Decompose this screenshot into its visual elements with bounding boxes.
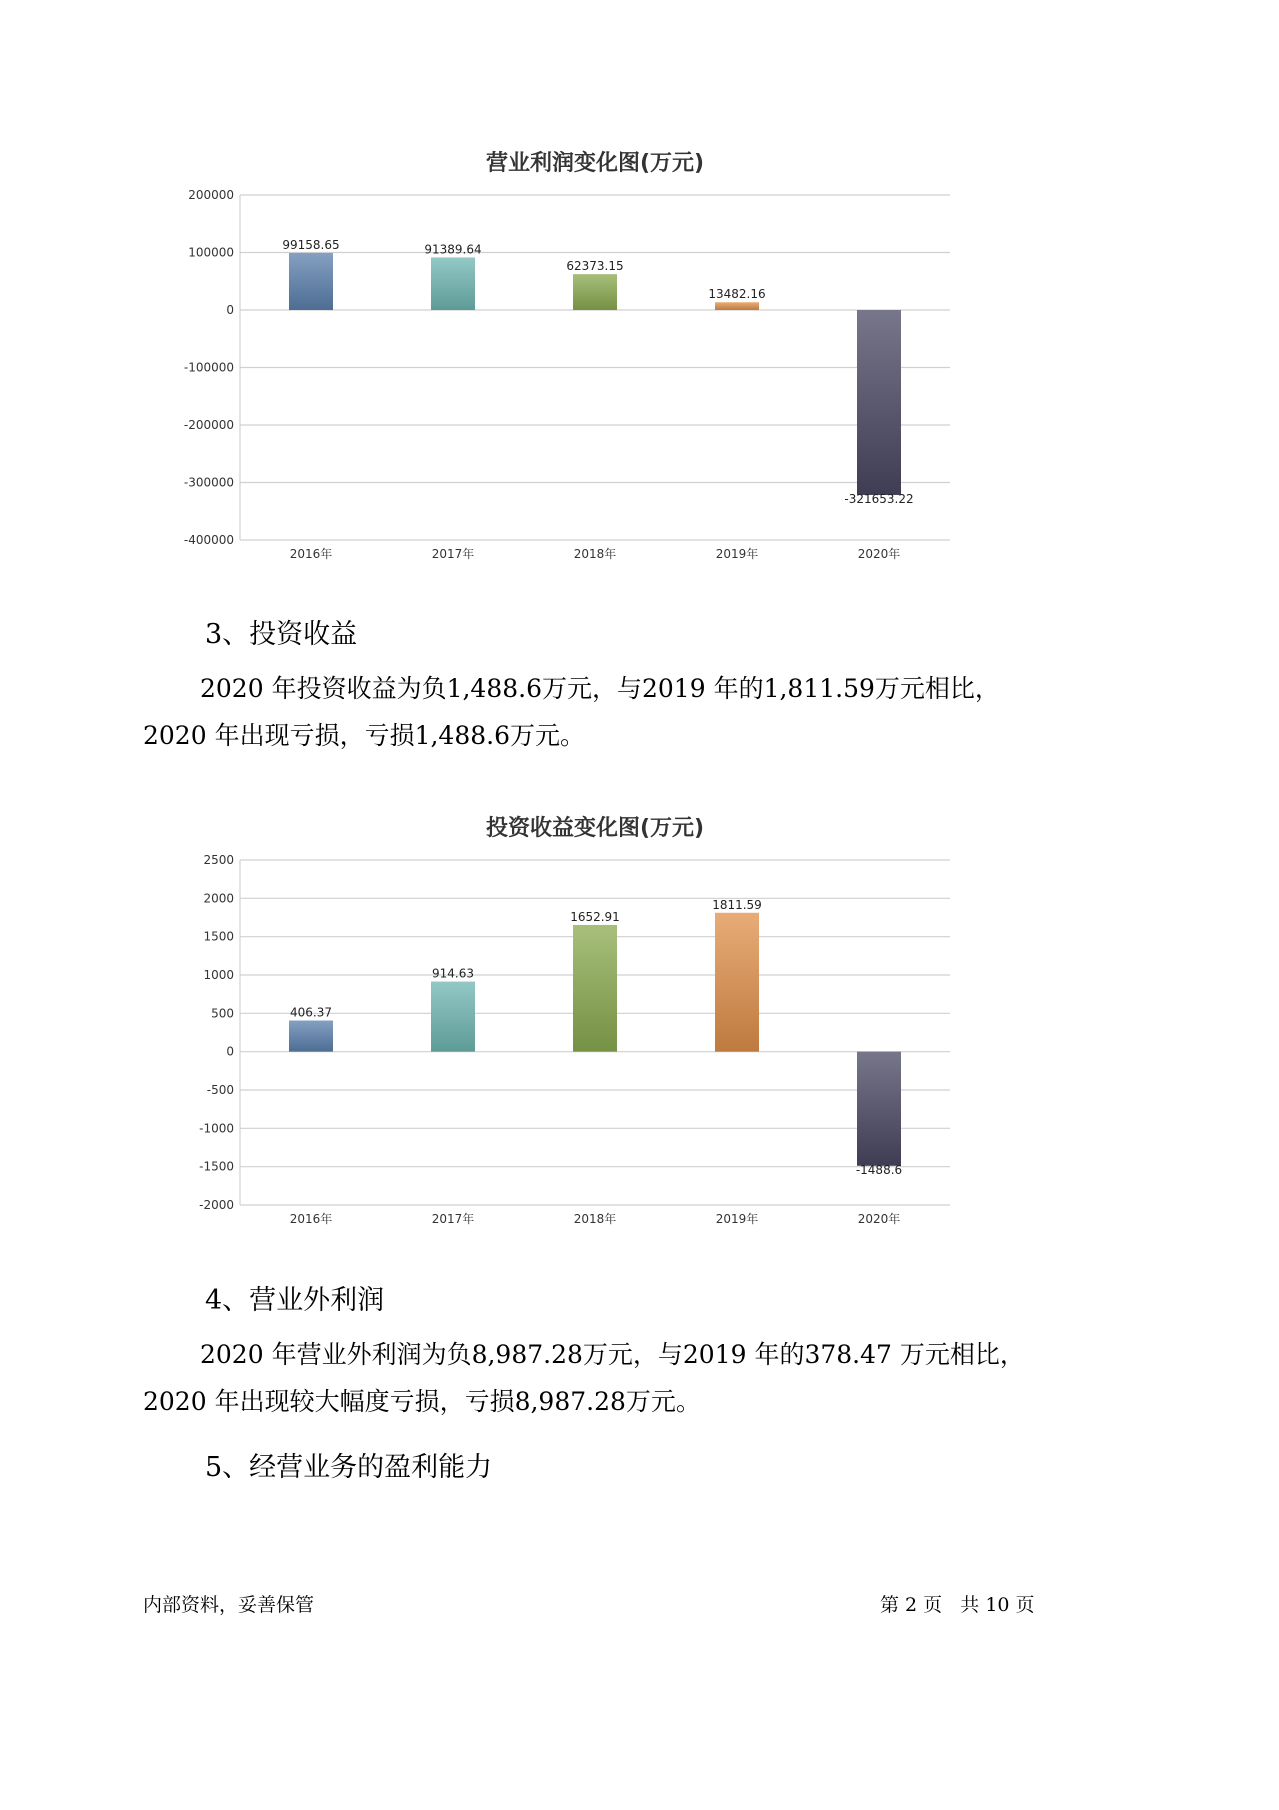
bar [289, 1021, 333, 1052]
data-label: 1652.91 [570, 909, 620, 924]
x-tick-label: 2019年 [715, 1212, 759, 1226]
chart-title: 投资收益变化图(万元) [485, 816, 705, 841]
bar [431, 257, 475, 310]
y-tick-label: 2000 [203, 891, 234, 906]
bar [431, 982, 475, 1052]
x-tick-label: 2019年 [715, 547, 759, 561]
bar [857, 310, 901, 495]
y-tick-label: -400000 [183, 533, 234, 547]
x-tick-label: 2018年 [573, 547, 617, 561]
y-tick-label: -100000 [183, 360, 234, 375]
section-4-paragraph [143, 1331, 1083, 1425]
y-tick-label: -1500 [199, 1159, 234, 1174]
y-tick-label: 2500 [203, 853, 234, 867]
bar [857, 1052, 901, 1166]
y-tick-label: 1500 [203, 929, 234, 944]
section-4-line-1: 2020 年营业外利润为负8,987.28万元，与2019 年的378.47 万元相比， [200, 1340, 1025, 1369]
data-label: -1488.6 [855, 1162, 903, 1177]
section-4-line-2: 2020 年出现较大幅度亏损，亏损8,987.28万元。 [143, 1387, 701, 1416]
y-tick-label: -300000 [183, 475, 234, 490]
operating-profit-chart-svg [170, 140, 970, 570]
y-tick-label: 0 [226, 1044, 234, 1059]
bar [289, 253, 333, 310]
x-tick-label: 2020年 [857, 1212, 901, 1226]
y-tick-label: 100000 [188, 245, 234, 260]
x-tick-label: 2016年 [289, 1212, 333, 1226]
section-3-line-2: 2020 年出现亏损，亏损1,488.6万元。 [143, 721, 585, 750]
x-tick-label: 2017年 [431, 1212, 475, 1226]
data-label: 1811.59 [712, 897, 762, 912]
y-tick-label: -2000 [199, 1198, 234, 1212]
y-tick-label: 0 [226, 303, 234, 317]
investment-income-chart-svg [170, 805, 970, 1235]
section-3-heading: 3、投资收益 [205, 619, 358, 650]
bar [573, 925, 617, 1052]
data-label: -321653.22 [844, 491, 914, 506]
data-label: 62373.15 [566, 259, 624, 274]
y-tick-label: -500 [206, 1083, 234, 1097]
section-3-line-1: 2020 年投资收益为负1,488.6万元，与2019 年的1,811.59万元相比， [200, 674, 1000, 703]
bar [715, 302, 759, 310]
operating-profit-chart [170, 140, 970, 570]
data-label: 91389.64 [424, 242, 482, 257]
footer-page-number: 第 2 页 共 10 页 [880, 1594, 1035, 1616]
y-tick-label: -1000 [199, 1121, 234, 1136]
x-tick-label: 2018年 [573, 1212, 617, 1226]
y-tick-label: 500 [211, 1006, 234, 1021]
section-5-heading: 5、经营业务的盈利能力 [205, 1452, 493, 1483]
y-tick-label: 200000 [188, 188, 234, 202]
section-3-paragraph [143, 665, 1083, 759]
data-label: 13482.16 [708, 287, 766, 302]
data-label: 99158.65 [282, 237, 340, 252]
y-tick-label: 1000 [203, 968, 234, 982]
investment-income-chart [170, 805, 970, 1235]
bar [715, 913, 759, 1052]
x-tick-label: 2020年 [857, 547, 901, 561]
chart-title: 营业利润变化图(万元) [485, 151, 705, 176]
x-tick-label: 2017年 [431, 547, 475, 561]
x-tick-label: 2016年 [289, 547, 333, 561]
section-4-heading: 4、营业外利润 [205, 1285, 385, 1316]
y-tick-label: -200000 [183, 418, 234, 432]
footer-confidential-note: 内部资料，妥善保管 [143, 1594, 315, 1616]
data-label: 914.63 [432, 966, 474, 981]
bar [573, 274, 617, 310]
data-label: 406.37 [290, 1005, 332, 1020]
